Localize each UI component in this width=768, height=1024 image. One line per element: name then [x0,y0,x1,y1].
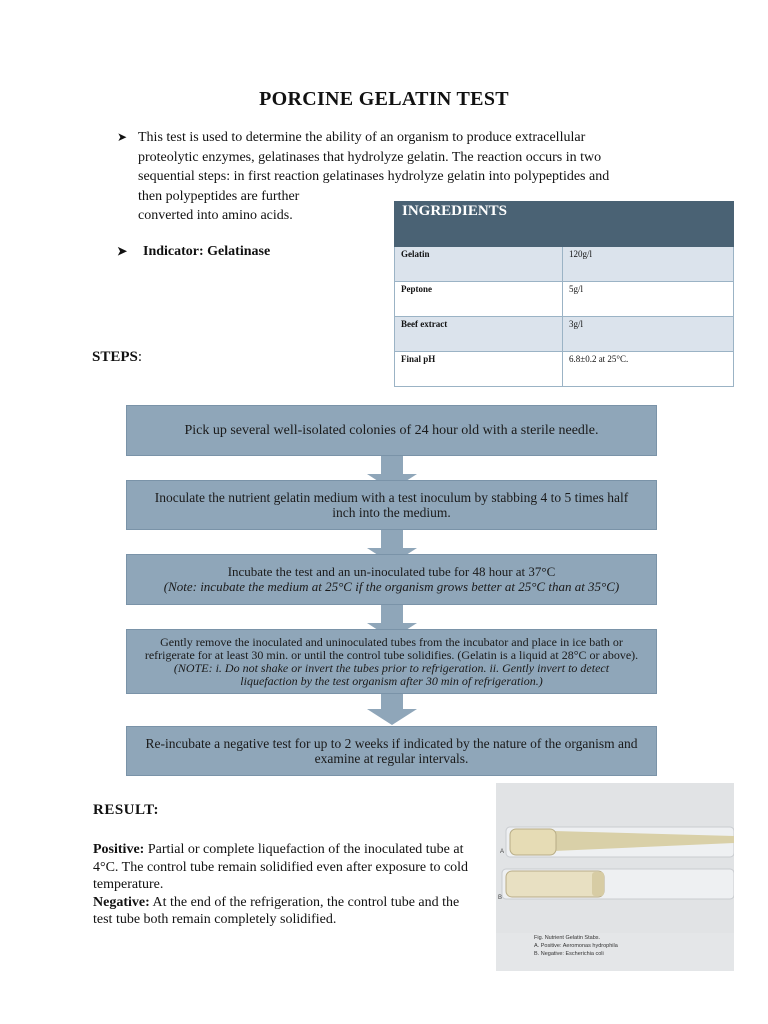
step-note: (Note: incubate the medium at 25°C if the organism grows better at 25°C than at 35°C) [163,578,620,594]
arrowhead-bullet-icon: ➤ [117,244,128,258]
gelatin-stab-photo [496,783,734,971]
result-title: RESULT: [93,802,160,818]
figure-caption [534,934,618,958]
figure-label-b: B [498,895,503,901]
steps-colon: : [137,349,143,365]
intro-line: proteolytic enzymes, gelatinases that hydrolyze gelatin. The reaction occurs in two [138,149,602,165]
ingredient-value: 5g/l [563,282,734,317]
positive-text: Partial or complete liquefaction of the inoculated tube at 4°C. The control tube remain solidified even after exposure to cold temperature. [93,842,469,892]
step-box [126,629,657,694]
step-text: Incubate the test and an un-inoculated tube for 48 hour at 37°C [227,564,556,579]
intro-line: converted into amino acids. [138,208,293,223]
intro-line: sequential steps: in first reaction gelatinases hydrolyze gelatin into polypeptides and [138,169,610,184]
step-box [126,554,657,605]
down-arrow-icon [367,694,417,730]
indicator-text: Indicator: Gelatinase [143,244,271,259]
negative-label: Negative: [93,894,150,910]
ingredient-name: Peptone [395,282,563,317]
step-text: Gently remove the inoculated and uninoculated tubes from the incubator and place in ice bath or refrigerate for at least 30 min. or until the control tube solidifies. (Gelatin is a liquid at 28°C or above). [144,634,639,662]
ingredient-value: 3g/l [563,317,734,352]
ingredient-name: Final pH [395,352,563,387]
ingredient-name: Beef extract [395,317,563,352]
negative-text: At the end of the refrigeration, the control tube and the test tube both remain completely solidified. [93,894,460,927]
step-box [126,480,657,530]
ingredient-value: 6.8±0.2 at 25°C. [563,352,734,387]
figure-label-a: A [500,849,505,855]
step-box [126,726,657,776]
caption-line: B. Negative: Escherichia coli [534,951,604,957]
test-tubes-image [496,783,734,933]
arrowhead-bullet-icon: ➤ [117,130,128,144]
ingredient-value: 120g/l [563,247,734,282]
step-text: Inoculate the nutrient gelatin medium with a test inoculum by stabbing 4 to 5 times half inch into the medium. [154,490,629,520]
steps-title: STEPS [92,349,138,365]
intro-line: then polypeptides are further [138,188,300,204]
step-text: Pick up several well-isolated colonies of 24 hour old with a sterile needle. [184,422,599,438]
intro-line: This test is used to determine the ability of an organism to produce extracellular [138,130,586,145]
caption-line: Fig. Nutrient Gelatin Stabs. [534,935,601,941]
positive-label: Positive: [93,842,145,857]
caption-line: A. Positive: Aeromonas hydrophila [534,943,618,949]
ingredient-name: Gelatin [395,247,563,282]
result-text [93,841,473,929]
page-title: PORCINE GELATIN TEST [259,88,509,110]
step-text: Re-incubate a negative test for up to 2 weeks if indicated by the nature of the organism and examine at regular intervals. [145,736,638,766]
step-box [126,405,657,456]
ingredients-header: INGREDIENTS [395,202,734,247]
step-note: (NOTE: i. Do not shake or invert the tubes prior to refrigeration. ii. Gently invert to detect liquefaction by the test organism after 30 min of refrigeration.) [173,660,610,688]
